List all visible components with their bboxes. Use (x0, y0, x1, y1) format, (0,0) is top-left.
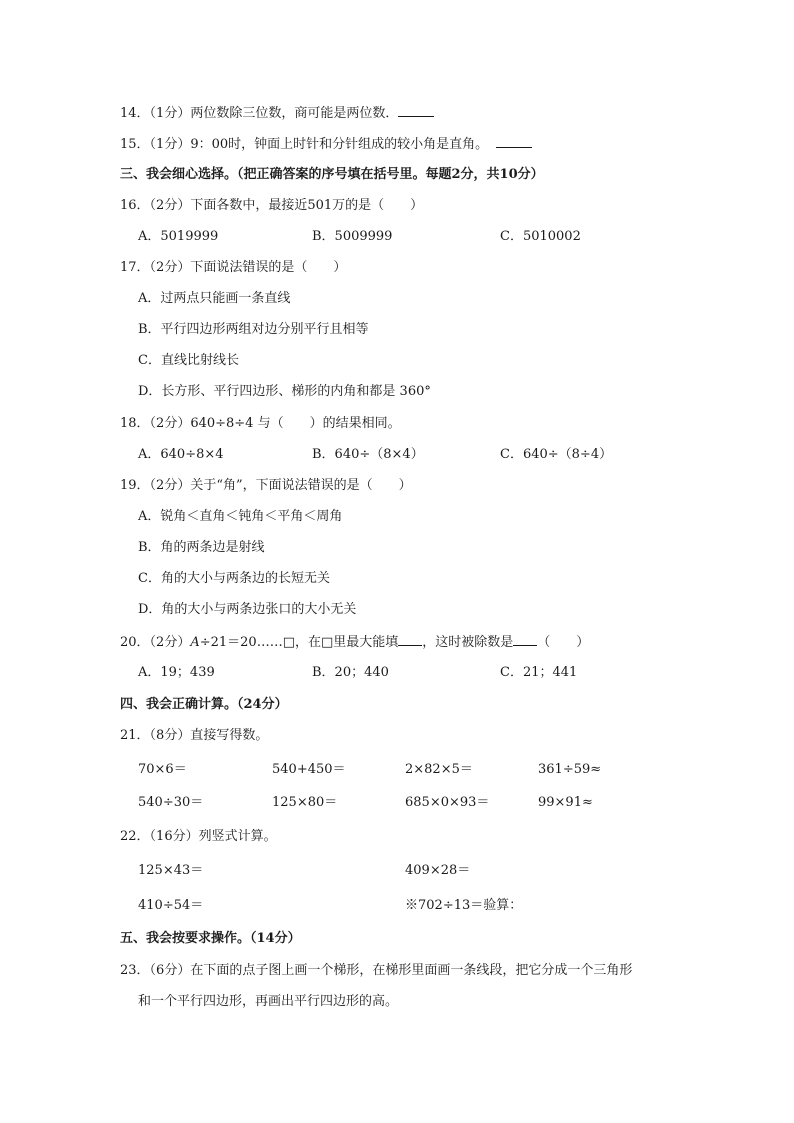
q14 (120, 104, 434, 123)
q14-text: 14．（1分）两位数除三位数，商可能是两位数． (120, 106, 399, 121)
q20-prefix: 20．（2分） (120, 635, 191, 650)
q18-option-b[interactable]: B．640÷（8×4） (312, 447, 424, 462)
q22-stem: 22．（16分）列竖式计算。 (120, 829, 277, 844)
q21-item: 99×91≈ (538, 795, 593, 810)
q21-item: 540+450＝ (272, 762, 346, 777)
answer-blank[interactable] (513, 633, 537, 646)
q21-item: 540÷30＝ (138, 795, 204, 810)
q19-option-c[interactable]: C．角的大小与两条边的长短无关 (138, 571, 330, 586)
q16-option-b[interactable]: B．5009999 (312, 229, 393, 244)
q21-item: 685×0×93＝ (405, 795, 490, 810)
q17-option-c[interactable]: C．直线比射线长 (138, 353, 239, 368)
q21-stem: 21．（8分）直接写得数。 (120, 728, 269, 743)
q18-option-c[interactable]: C．640÷（8÷4） (500, 447, 613, 462)
q19-option-d[interactable]: D．角的大小与两条边张口的大小无关 (138, 602, 357, 617)
q17-option-a[interactable]: A．过两点只能画一条直线 (138, 291, 291, 306)
q20-option-b[interactable]: B．20；440 (312, 665, 389, 680)
q16-option-a[interactable]: A．5019999 (138, 229, 219, 244)
q16-stem: 16．（2分）下面各数中，最接近501万的是（ ） (120, 198, 424, 213)
q15 (120, 135, 532, 154)
section-5-title: 五、我会按要求操作。（14分） (120, 931, 301, 946)
answer-blank[interactable] (398, 104, 434, 117)
q19-stem: 19．（2分）关于“角”，下面说法错误的是（ ） (120, 478, 412, 493)
q22-item: 409×28＝ (405, 863, 471, 878)
q19-option-b[interactable]: B．角的两条边是射线 (138, 540, 265, 555)
q20-option-a[interactable]: A．19；439 (138, 665, 215, 680)
q21-item: 70×6＝ (138, 762, 187, 777)
answer-blank[interactable] (496, 135, 532, 148)
q20-mid: ÷21＝20……□，在□里最大能填 (199, 635, 399, 650)
q17-option-b[interactable]: B．平行四边形两组对边分别平行且相等 (138, 322, 369, 337)
q23-line-1: 23．（6分）在下面的点子图上画一个梯形，在梯形里面画一条线段，把它分成一个三角形 (120, 963, 633, 978)
q22-item: 410÷54＝ (138, 898, 204, 913)
answer-blank[interactable] (398, 633, 422, 646)
section-3-title: 三、我会细心选择。（把正确答案的序号填在括号里。每题2分，共10分） (120, 167, 544, 182)
q20-mid2: ，这时被除数是 (422, 635, 514, 650)
q20-variable: A (190, 635, 200, 650)
section-4-title: 四、我会正确计算。（24分） (120, 697, 288, 712)
q18-option-a[interactable]: A．640÷8×4 (138, 447, 224, 462)
q17-option-d[interactable]: D．长方形、平行四边形、梯形的内角和都是 360° (138, 384, 431, 399)
q20-option-c[interactable]: C．21；441 (500, 665, 578, 680)
q22-item: 125×43＝ (138, 863, 204, 878)
q21-item: 361÷59≈ (538, 762, 602, 777)
q23-line-2: 和一个平行四边形，再画出平行四边形的高。 (138, 994, 399, 1009)
q20-end: （ ） (537, 635, 590, 650)
q15-text: 15．（1分）9：00时，钟面上时针和分针组成的较小角是直角。 (120, 137, 489, 152)
q18-stem: 18．（2分）640÷8÷4 与（ ）的结果相同。 (120, 416, 401, 431)
q22-item: ※702÷13＝验算： (405, 898, 523, 913)
q21-item: 125×80＝ (272, 795, 338, 810)
q20-stem (120, 633, 589, 652)
q17-stem: 17．（2分）下面说法错误的是（ ） (120, 260, 347, 275)
q16-option-c[interactable]: C．5010002 (500, 229, 581, 244)
q19-option-a[interactable]: A．锐角＜直角＜钝角＜平角＜周角 (138, 509, 343, 524)
q21-item: 2×82×5＝ (405, 762, 473, 777)
